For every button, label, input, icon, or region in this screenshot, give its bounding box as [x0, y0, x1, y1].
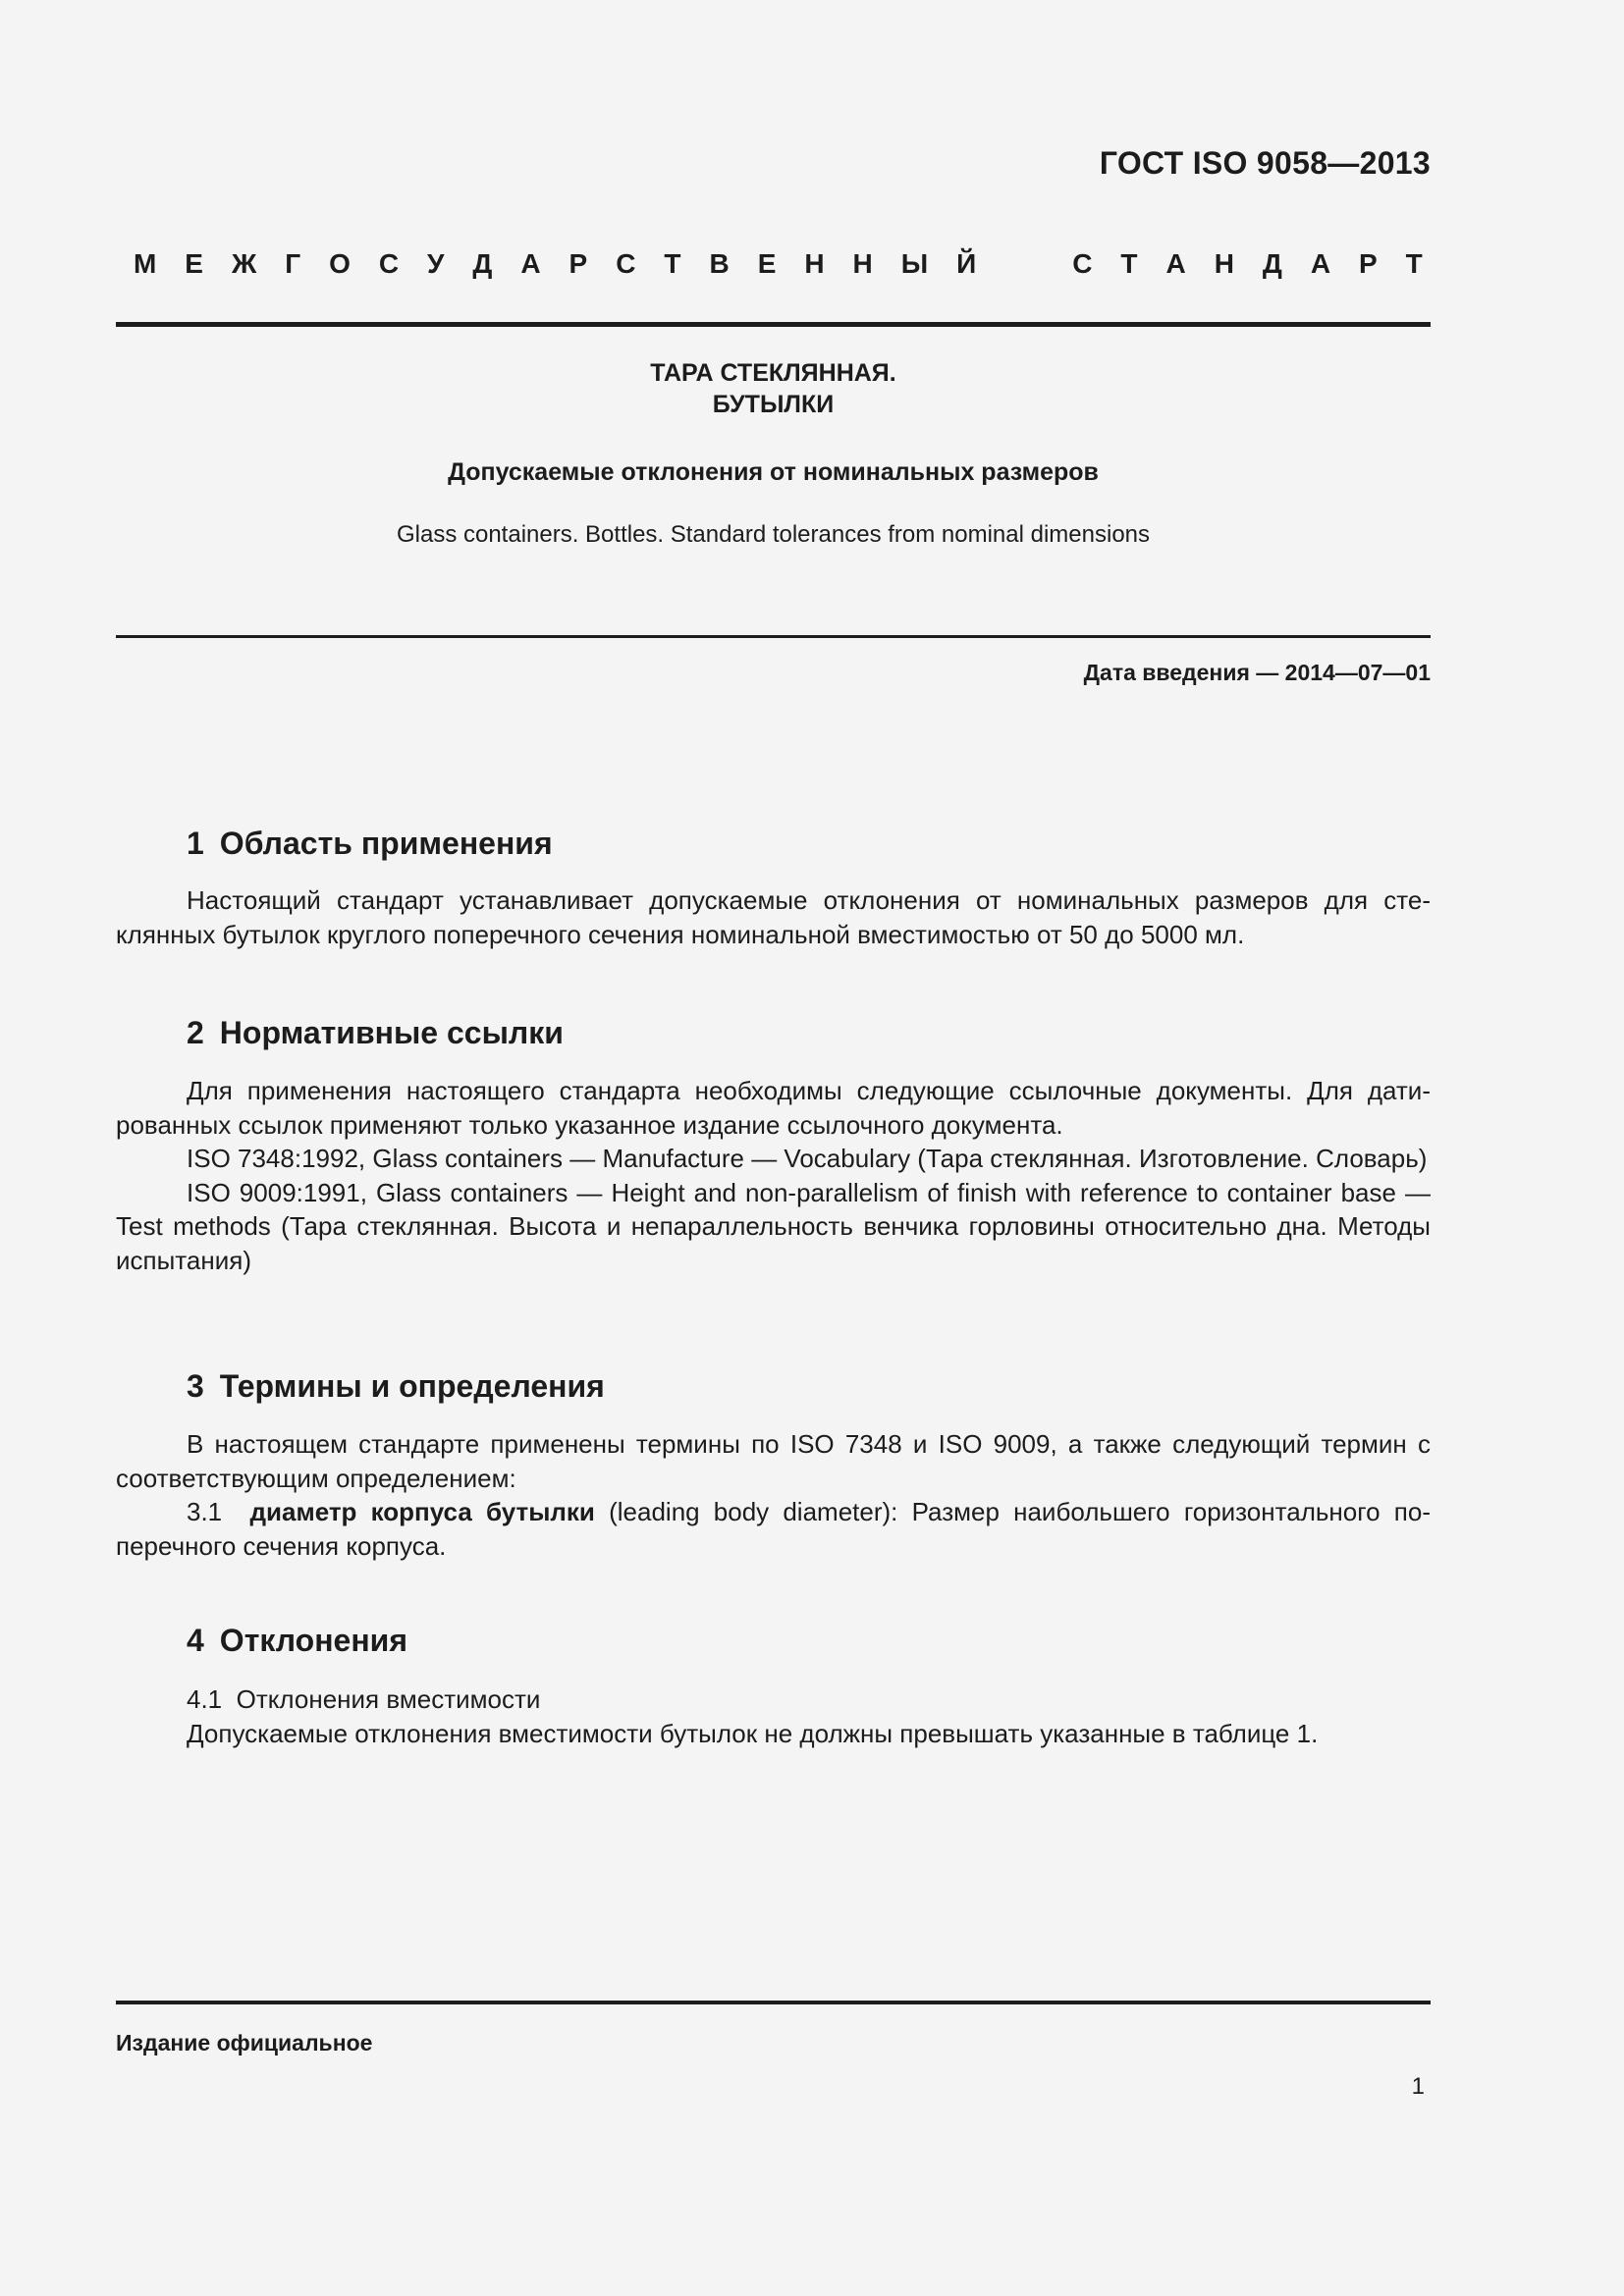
standard-type-heading [134, 248, 1423, 280]
letter: Е [185, 248, 203, 279]
letter: Д [472, 248, 493, 279]
letter: М [134, 248, 157, 279]
letter: Д [1262, 248, 1282, 279]
footer-rule [116, 2001, 1431, 2004]
letter: Н [1214, 248, 1234, 279]
letter: О [329, 248, 351, 279]
english-title: Glass containers. Bottles. Standard tolerances from nominal dimensions [396, 521, 1151, 548]
letter: А [1310, 248, 1331, 279]
subtitle: Допускаемые отклонения от номинальных размеров [448, 458, 1099, 486]
introduction-date: Дата введения — 2014—07—01 [1083, 660, 1431, 685]
title-rule [116, 635, 1431, 638]
section-2-body [116, 1074, 1431, 1277]
section-number: 3 [187, 1368, 204, 1404]
letter: Т [664, 248, 681, 279]
document-page [116, 0, 1431, 2296]
letter: А [1165, 248, 1186, 279]
subsection-number: 4.1 [187, 1684, 223, 1714]
term-text: (leading body diameter): Размер наибольшего горизонтального по-перечного сечения корпуса. [116, 1497, 1431, 1561]
letter: Т [1405, 248, 1423, 279]
document-code: ГОСТ ISO 9058—2013 [1099, 145, 1431, 181]
letter: Р [568, 248, 588, 279]
section-1-heading [187, 826, 553, 862]
paragraph: Допускаемые отклонения вместимости бутылок не должны превышать указанные в таблице 1. [187, 1718, 1319, 1748]
section-4-heading [187, 1623, 407, 1659]
paragraph: Настоящий стандарт устанавливает допускаемые отклонения от номинальных размеров для сте-клянных бутылок круглого поперечного сечения номинальной вместимостью от 50 до 5000 мл. [116, 885, 1431, 949]
reference-iso-7348: ISO 7348:1992, Glass containers — Manufacture — Vocabulary (Тара стеклянная. Изготовление. Словарь) [187, 1144, 1428, 1173]
section-3-heading [187, 1368, 605, 1405]
official-edition-label: Издание официальное [116, 2030, 373, 2056]
letter: Н [852, 248, 873, 279]
letter: В [709, 248, 730, 279]
section-title: Область применения [219, 826, 553, 861]
section-3-body [116, 1427, 1431, 1563]
letter: С [378, 248, 400, 279]
letter: Й [956, 248, 977, 279]
letter: Р [1359, 248, 1378, 279]
letter: У [427, 248, 445, 279]
letter: Т [1120, 248, 1138, 279]
subsection-heading [116, 1682, 1431, 1717]
header-rule [116, 322, 1431, 327]
letter: А [520, 248, 541, 279]
section-number: 4 [187, 1623, 204, 1658]
word-gap [1004, 248, 1044, 280]
term-name: диаметр корпуса бутылки [249, 1497, 595, 1526]
paragraph: Для применения настоящего стандарта необходимы следующие ссылочные документы. Для дати-рованных ссылок применяют только указанное издание ссылочного документа. [116, 1076, 1431, 1140]
section-title: Нормативные ссылки [219, 1015, 564, 1050]
section-4-body [116, 1682, 1431, 1750]
letter: Ы [900, 248, 929, 279]
term-definition [116, 1495, 1431, 1563]
page-number: 1 [1411, 2073, 1425, 2100]
subsection-title: Отклонения вместимости [236, 1684, 541, 1714]
letter: Ж [231, 248, 257, 279]
title-line-1: ТАРА СТЕКЛЯННАЯ. [650, 359, 896, 387]
letter: Е [757, 248, 777, 279]
term-number: 3.1 [187, 1497, 223, 1526]
letter: Н [804, 248, 825, 279]
letter: С [1072, 248, 1093, 279]
section-title: Термины и определения [219, 1368, 605, 1404]
letter: Г [285, 248, 301, 279]
letter: С [616, 248, 636, 279]
paragraph: В настоящем стандарте применены термины по ISO 7348 и ISO 9009, а также следующий термин с соответствующим определением: [116, 1429, 1431, 1493]
reference-iso-9009: ISO 9009:1991, Glass containers — Height and non-parallelism of finish with reference to container base — Test methods (Тара стеклянная. Высота и непараллельность венчика горловины относительно дна. Методы испытания) [116, 1177, 1431, 1275]
section-1-body [116, 883, 1431, 951]
title-line-2: БУТЫЛКИ [712, 391, 835, 418]
section-number: 1 [187, 826, 204, 861]
section-2-heading [187, 1015, 564, 1051]
section-title: Отклонения [219, 1623, 408, 1658]
section-number: 2 [187, 1015, 204, 1050]
